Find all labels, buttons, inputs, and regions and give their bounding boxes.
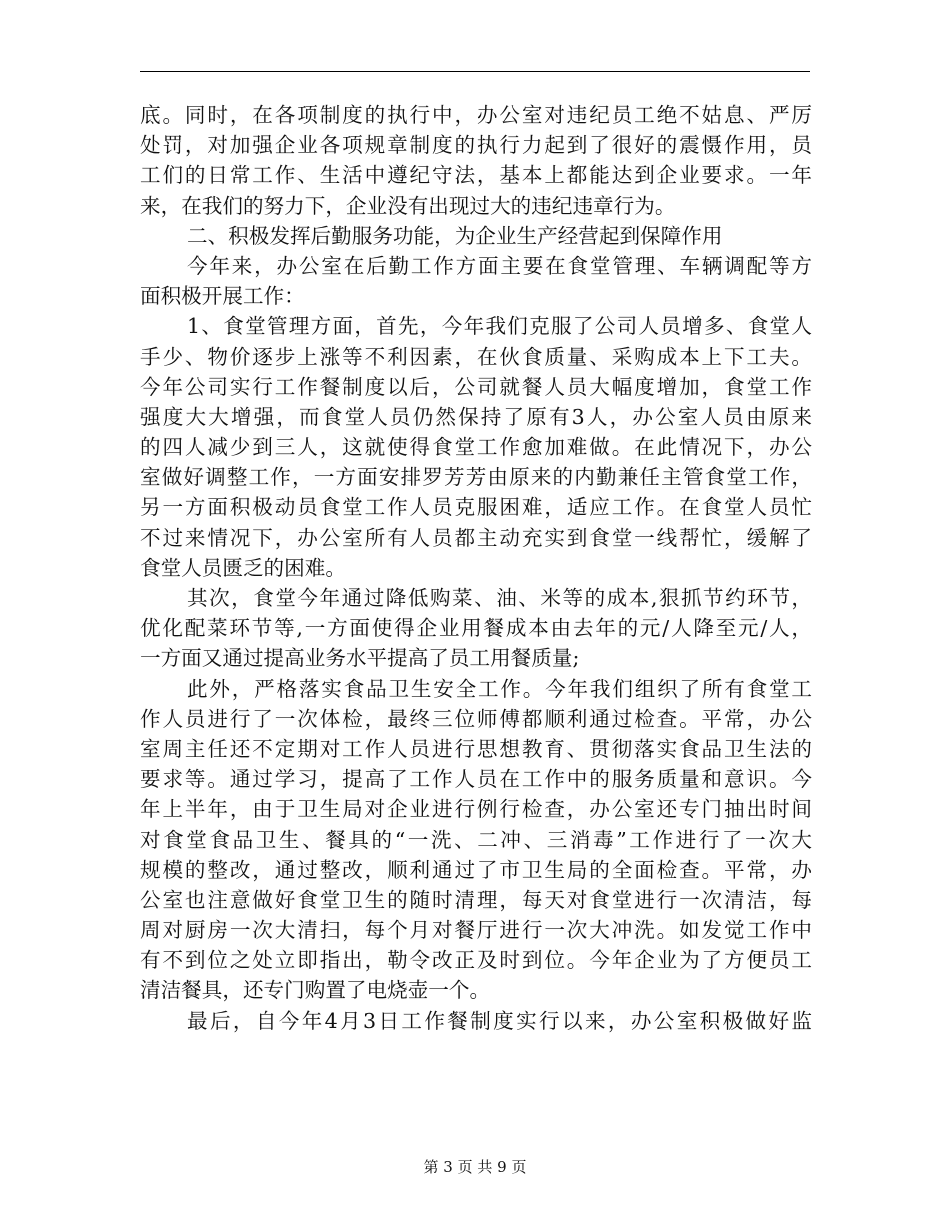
- paragraph-line: 周对厨房一次大清扫，每个月对餐厅进行一次大冲洗。如发觉工作中: [140, 918, 812, 943]
- paragraph-line: 清洁餐具，还专门购置了电烧壶一个。: [140, 978, 491, 1003]
- paragraph-line: 今年来，办公室在后勤工作方面主要在食堂管理、车辆调配等方: [187, 253, 812, 278]
- paragraph-line: 一方面又通过提高业务水平提高了员工用餐质量;: [140, 646, 580, 671]
- paragraph-line: 室做好调整工作，一方面安排罗芳芳由原来的内勤兼任主管食堂工作，: [140, 465, 812, 490]
- paragraph-line: 手少、物价逐步上涨等不利因素，在伙食质量、采购成本上下工夫。: [140, 344, 812, 369]
- section-heading: 二、积极发挥后勤服务功能，为企业生产经营起到保障作用: [187, 223, 723, 248]
- paragraph-line: 年上半年，由于卫生局对企业进行例行检查，办公室还专门抽出时间: [140, 797, 812, 822]
- paragraph-line: 最后，自今年4月3日工作餐制度实行以来，办公室积极做好监: [187, 1008, 812, 1033]
- paragraph-line: 底。同时，在各项制度的执行中，办公室对违纪员工绝不姑息、严厉: [140, 103, 812, 127]
- paragraph-line: 的四人减少到三人，这就使得食堂工作愈加难做。在此情况下，办公: [140, 435, 812, 460]
- paragraph-line: 处罚，对加强企业各项规章制度的执行力起到了很好的震慑作用，员: [140, 133, 812, 158]
- paragraph-line: 规模的整改，通过整改，顺利通过了市卫生局的全面检查。平常，办: [140, 857, 812, 882]
- paragraph-line: 面积极开展工作：: [140, 284, 305, 309]
- paragraph-line: 另一方面积极动员食堂工作人员克服困难，适应工作。在食堂人员忙: [140, 495, 812, 520]
- paragraph-line: 公室也注意做好食堂卫生的随时清理，每天对食堂进行一次清洁，每: [140, 887, 812, 912]
- paragraph-line: 作人员进行了一次体检，最终三位师傅都顺利通过检查。平常，办公: [140, 706, 812, 731]
- paragraph-line: 对食堂食品卫生、餐具的“一洗、二冲、三消毒”工作进行了一次大: [140, 827, 812, 852]
- paragraph-line: 要求等。通过学习，提高了工作人员在工作中的服务质量和意识。今: [140, 767, 812, 792]
- paragraph-line: 1、食堂管理方面，首先，今年我们克服了公司人员增多、食堂人: [187, 314, 812, 339]
- paragraph-line: 今年公司实行工作餐制度以后，公司就餐人员大幅度增加，食堂工作: [140, 374, 812, 399]
- document-body: [140, 100, 812, 1036]
- paragraph-line: 其次，食堂今年通过降低购菜、油、米等的成本,狠抓节约环节，: [187, 586, 812, 610]
- paragraph-line: 此外，严格落实食品卫生安全工作。今年我们组织了所有食堂工: [187, 676, 812, 701]
- page-footer: 第 3 页 共 9 页: [423, 1158, 527, 1176]
- paragraph-line: 不过来情况下，办公室所有人员都主动充实到食堂一线帮忙，缓解了: [140, 525, 812, 550]
- paragraph-line: 强度大大增强，而食堂人员仍然保持了原有3人，办公室人员由原来: [140, 404, 812, 429]
- header-rule: [140, 71, 810, 72]
- paragraph-line: 来，在我们的努力下，企业没有出现过大的违纪违章行为。: [140, 193, 676, 218]
- paragraph-line: 优化配菜环节等,一方面使得企业用餐成本由去年的元/人降至元/人，: [140, 616, 812, 641]
- paragraph-line: 室周主任还不定期对工作人员进行思想教育、贯彻落实食品卫生法的: [140, 736, 812, 761]
- paragraph-line: 工们的日常工作、生活中遵纪守法，基本上都能达到企业要求。一年: [140, 163, 812, 188]
- paragraph-line: 食堂人员匮乏的困难。: [140, 555, 346, 580]
- paragraph-line: 有不到位之处立即指出，勒令改正及时到位。今年企业为了方便员工: [140, 948, 812, 973]
